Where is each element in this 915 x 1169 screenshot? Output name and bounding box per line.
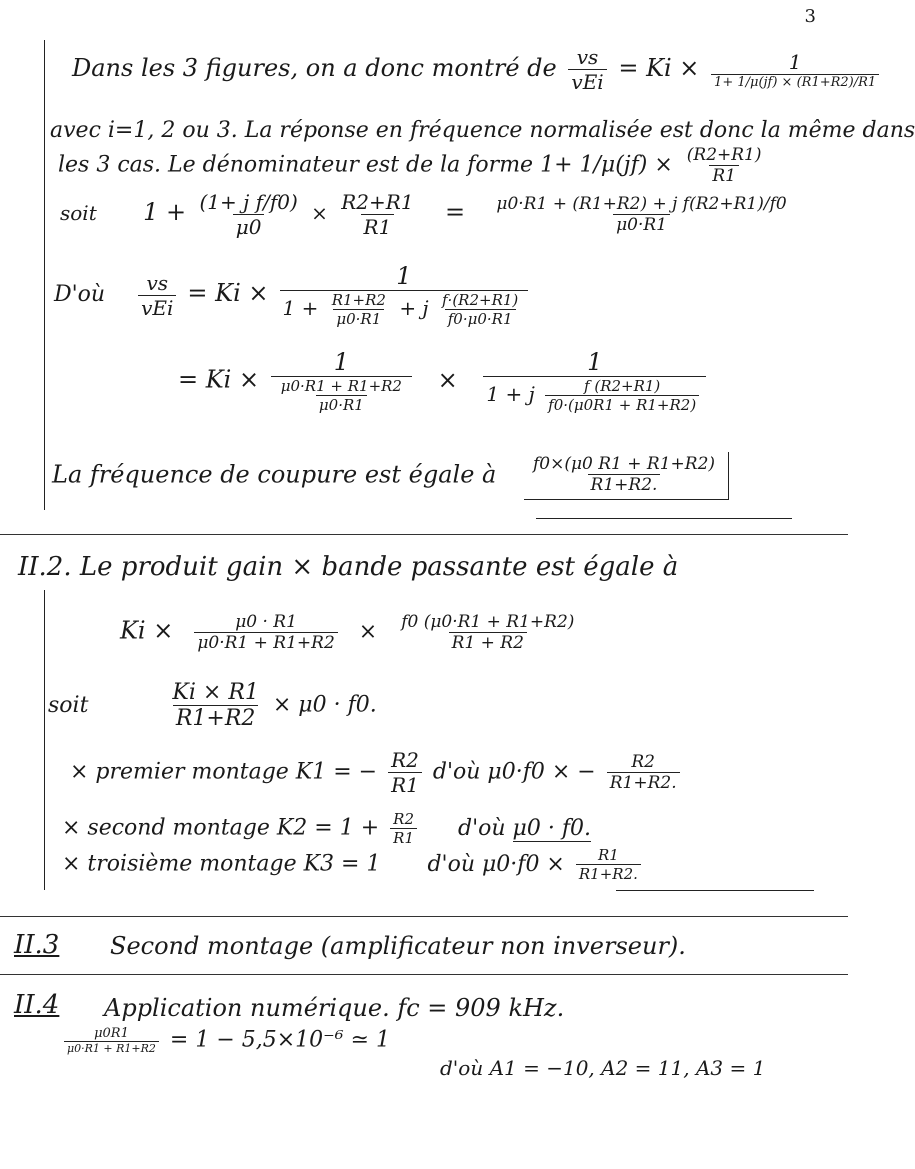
sec2-gbw	[120, 612, 581, 653]
frac-num: 1	[587, 348, 603, 376]
frac-num: R2	[631, 752, 655, 772]
den-part: 1 +	[282, 296, 319, 320]
frac-den	[271, 376, 412, 414]
soit-frac3	[493, 194, 789, 235]
frac-den: R1	[388, 772, 422, 797]
frac-den: R1+R2.	[576, 864, 641, 883]
den-frac1	[329, 291, 389, 328]
frac-num: 1	[788, 49, 802, 74]
eq2-frac1	[271, 348, 412, 414]
sec1-line3	[58, 145, 769, 186]
sec4-result: d'où A1 = −10, A2 = 11, A3 = 1	[440, 1056, 766, 1080]
frac-den: R1	[361, 214, 395, 239]
frac-num: R1	[597, 846, 619, 864]
frac-num: (R2+R1)	[686, 145, 762, 165]
frac-num: R2	[393, 810, 414, 828]
frac-num: μ0·R1 + R1+R2	[280, 377, 402, 395]
soit-frac	[169, 680, 261, 731]
frac-num: μ0·R1 + (R1+R2) + j f(R2+R1)/f0	[496, 194, 787, 214]
sec1-line1	[72, 45, 883, 94]
ratio-frac	[64, 1026, 159, 1055]
soit-post: × μ0 · f0.	[272, 692, 377, 718]
den-part: 1 + j	[486, 382, 535, 406]
dou-big-frac	[280, 262, 529, 328]
sec2-soit	[48, 680, 377, 731]
page-number: 3	[804, 6, 816, 27]
frac-den: μ0·R1	[613, 214, 670, 235]
frac-den: μ0·R1	[333, 309, 384, 328]
frac-den: f0·(μ0R1 + R1+R2)	[545, 395, 699, 414]
montage-1	[70, 748, 684, 797]
sec1-soit	[60, 190, 794, 239]
montage-1-text: × premier montage K1 = −	[70, 759, 378, 785]
margin-line	[44, 590, 45, 890]
k1-frac	[388, 748, 422, 797]
frac-den: μ0·R1	[316, 395, 367, 414]
frac-num: f0 (μ0·R1 + R1+R2)	[401, 612, 575, 632]
sec1-line3-text: les 3 cas. Le dénominateur est de la forme 1+ 1/μ(jf) ×	[58, 152, 673, 178]
sec1-line3-frac	[684, 145, 765, 186]
frac-num: Ki × R1	[172, 680, 259, 705]
frac-num: 1	[333, 348, 349, 376]
ratio-result: = 1 − 5,5×10⁻⁶ ≃ 1	[169, 1027, 391, 1053]
frac-num: 1	[396, 262, 412, 290]
sec1-eq2	[178, 348, 710, 414]
montage-2-text: × second montage K2 = 1 +	[62, 815, 380, 841]
sec1-vs-fraction	[568, 45, 606, 94]
sec1-line1-frac	[711, 50, 879, 90]
dou-eq: = Ki ×	[187, 279, 269, 307]
den-frac2	[439, 291, 521, 328]
frac-num: R1+R2	[331, 291, 386, 309]
sec1-fc	[52, 452, 733, 500]
margin-line	[44, 40, 45, 510]
frac-den: μ0·R1 + R1+R2	[64, 1041, 159, 1055]
frac-den: R1	[390, 828, 417, 847]
sec1-line1-text: Dans les 3 figures, on a donc montré de	[72, 54, 557, 82]
section-divider	[0, 534, 848, 535]
sec4-text: Application numérique. fc = 909 kHz.	[104, 994, 565, 1022]
frac-den: μ0	[233, 214, 265, 239]
fc-underline	[536, 518, 792, 519]
frac-num: vs	[576, 45, 599, 69]
montage-3-text: × troisième montage K3 = 1	[62, 851, 381, 877]
equals-sign: =	[444, 198, 466, 226]
frac-den: R1+R2	[173, 705, 259, 731]
frac-den: vEi	[568, 69, 606, 94]
times-sign: ×	[437, 365, 458, 394]
soit-frac1	[196, 190, 300, 239]
montage-3	[62, 846, 645, 883]
sec3-heading: II.3	[14, 930, 60, 960]
frac-den: R1	[709, 165, 739, 186]
soit-label: soit	[48, 692, 89, 718]
sec4-ratio	[60, 1026, 390, 1055]
sec1-dou	[54, 262, 532, 328]
frac-num: R2+R1	[341, 190, 414, 214]
frac-num: μ0 · R1	[235, 612, 297, 632]
frac-num: f·(R2+R1)	[442, 291, 519, 309]
montage-2	[62, 810, 591, 847]
frac-num: f0×(μ0 R1 + R1+R2)	[532, 454, 716, 474]
montage-3-result: d'où μ0·f0 ×	[427, 851, 565, 877]
montage-1-result: d'où μ0·f0 × −	[432, 759, 596, 785]
frac-den: f0·μ0·R1	[445, 309, 516, 328]
frac-den	[483, 376, 706, 414]
times-sign: ×	[358, 619, 378, 645]
eq2-frac2-inner	[545, 377, 699, 414]
montage-underline	[616, 890, 814, 891]
dou-label: D'où	[54, 282, 106, 307]
frac-den: R1+R2.	[588, 474, 661, 495]
fc-result-box	[524, 452, 729, 500]
gbw-pre: Ki ×	[120, 616, 174, 645]
eq2-inner-frac	[278, 377, 405, 414]
fc-text: La fréquence de coupure est égale à	[52, 460, 497, 489]
soit-pre: 1 +	[143, 198, 187, 226]
sec1-line2: avec i=1, 2 ou 3. La réponse en fréquence normalisée est donc la même dans	[50, 118, 915, 143]
frac-num: f (R2+R1)	[584, 377, 661, 395]
montage-2-result: μ0 · f0.	[512, 815, 591, 841]
eq2-frac2	[483, 348, 706, 414]
section-divider	[0, 974, 848, 975]
m1-res-frac	[607, 752, 680, 793]
montage-2-dou: d'où	[458, 815, 506, 841]
frac-den: μ0·R1 + R1+R2	[194, 632, 337, 653]
m3-res-frac	[576, 846, 641, 883]
frac-den: 1+ 1/μ(jf) × (R1+R2)/R1	[711, 74, 879, 90]
soit-label: soit	[60, 201, 97, 225]
frac-num: (1+ j f/f0)	[199, 190, 298, 214]
eq2-pre: = Ki ×	[178, 365, 260, 394]
gbw-frac2	[398, 612, 577, 653]
frac-den: R1 + R2	[449, 632, 527, 653]
frac-num: vs	[146, 270, 169, 295]
k2-frac	[390, 810, 417, 847]
sec1-line1-rhs: = Ki ×	[618, 54, 708, 82]
dou-lhs-frac	[138, 271, 176, 320]
gbw-frac1	[194, 612, 337, 653]
frac-den: R1+R2.	[607, 772, 680, 793]
soit-frac2	[338, 190, 416, 239]
sec3-text: Second montage (amplificateur non inverseur).	[110, 932, 686, 960]
frac-den: vEi	[138, 295, 176, 320]
times-sign: ×	[311, 201, 328, 225]
frac-num: μ0R1	[94, 1026, 129, 1041]
frac-num: R2	[391, 748, 419, 772]
frac-den	[280, 290, 529, 328]
sec4-heading: II.4	[14, 990, 60, 1020]
section-divider	[0, 916, 848, 917]
sec2-heading: II.2. Le produit gain × bande passante est égale à	[18, 552, 679, 582]
den-part: + j	[399, 296, 429, 320]
